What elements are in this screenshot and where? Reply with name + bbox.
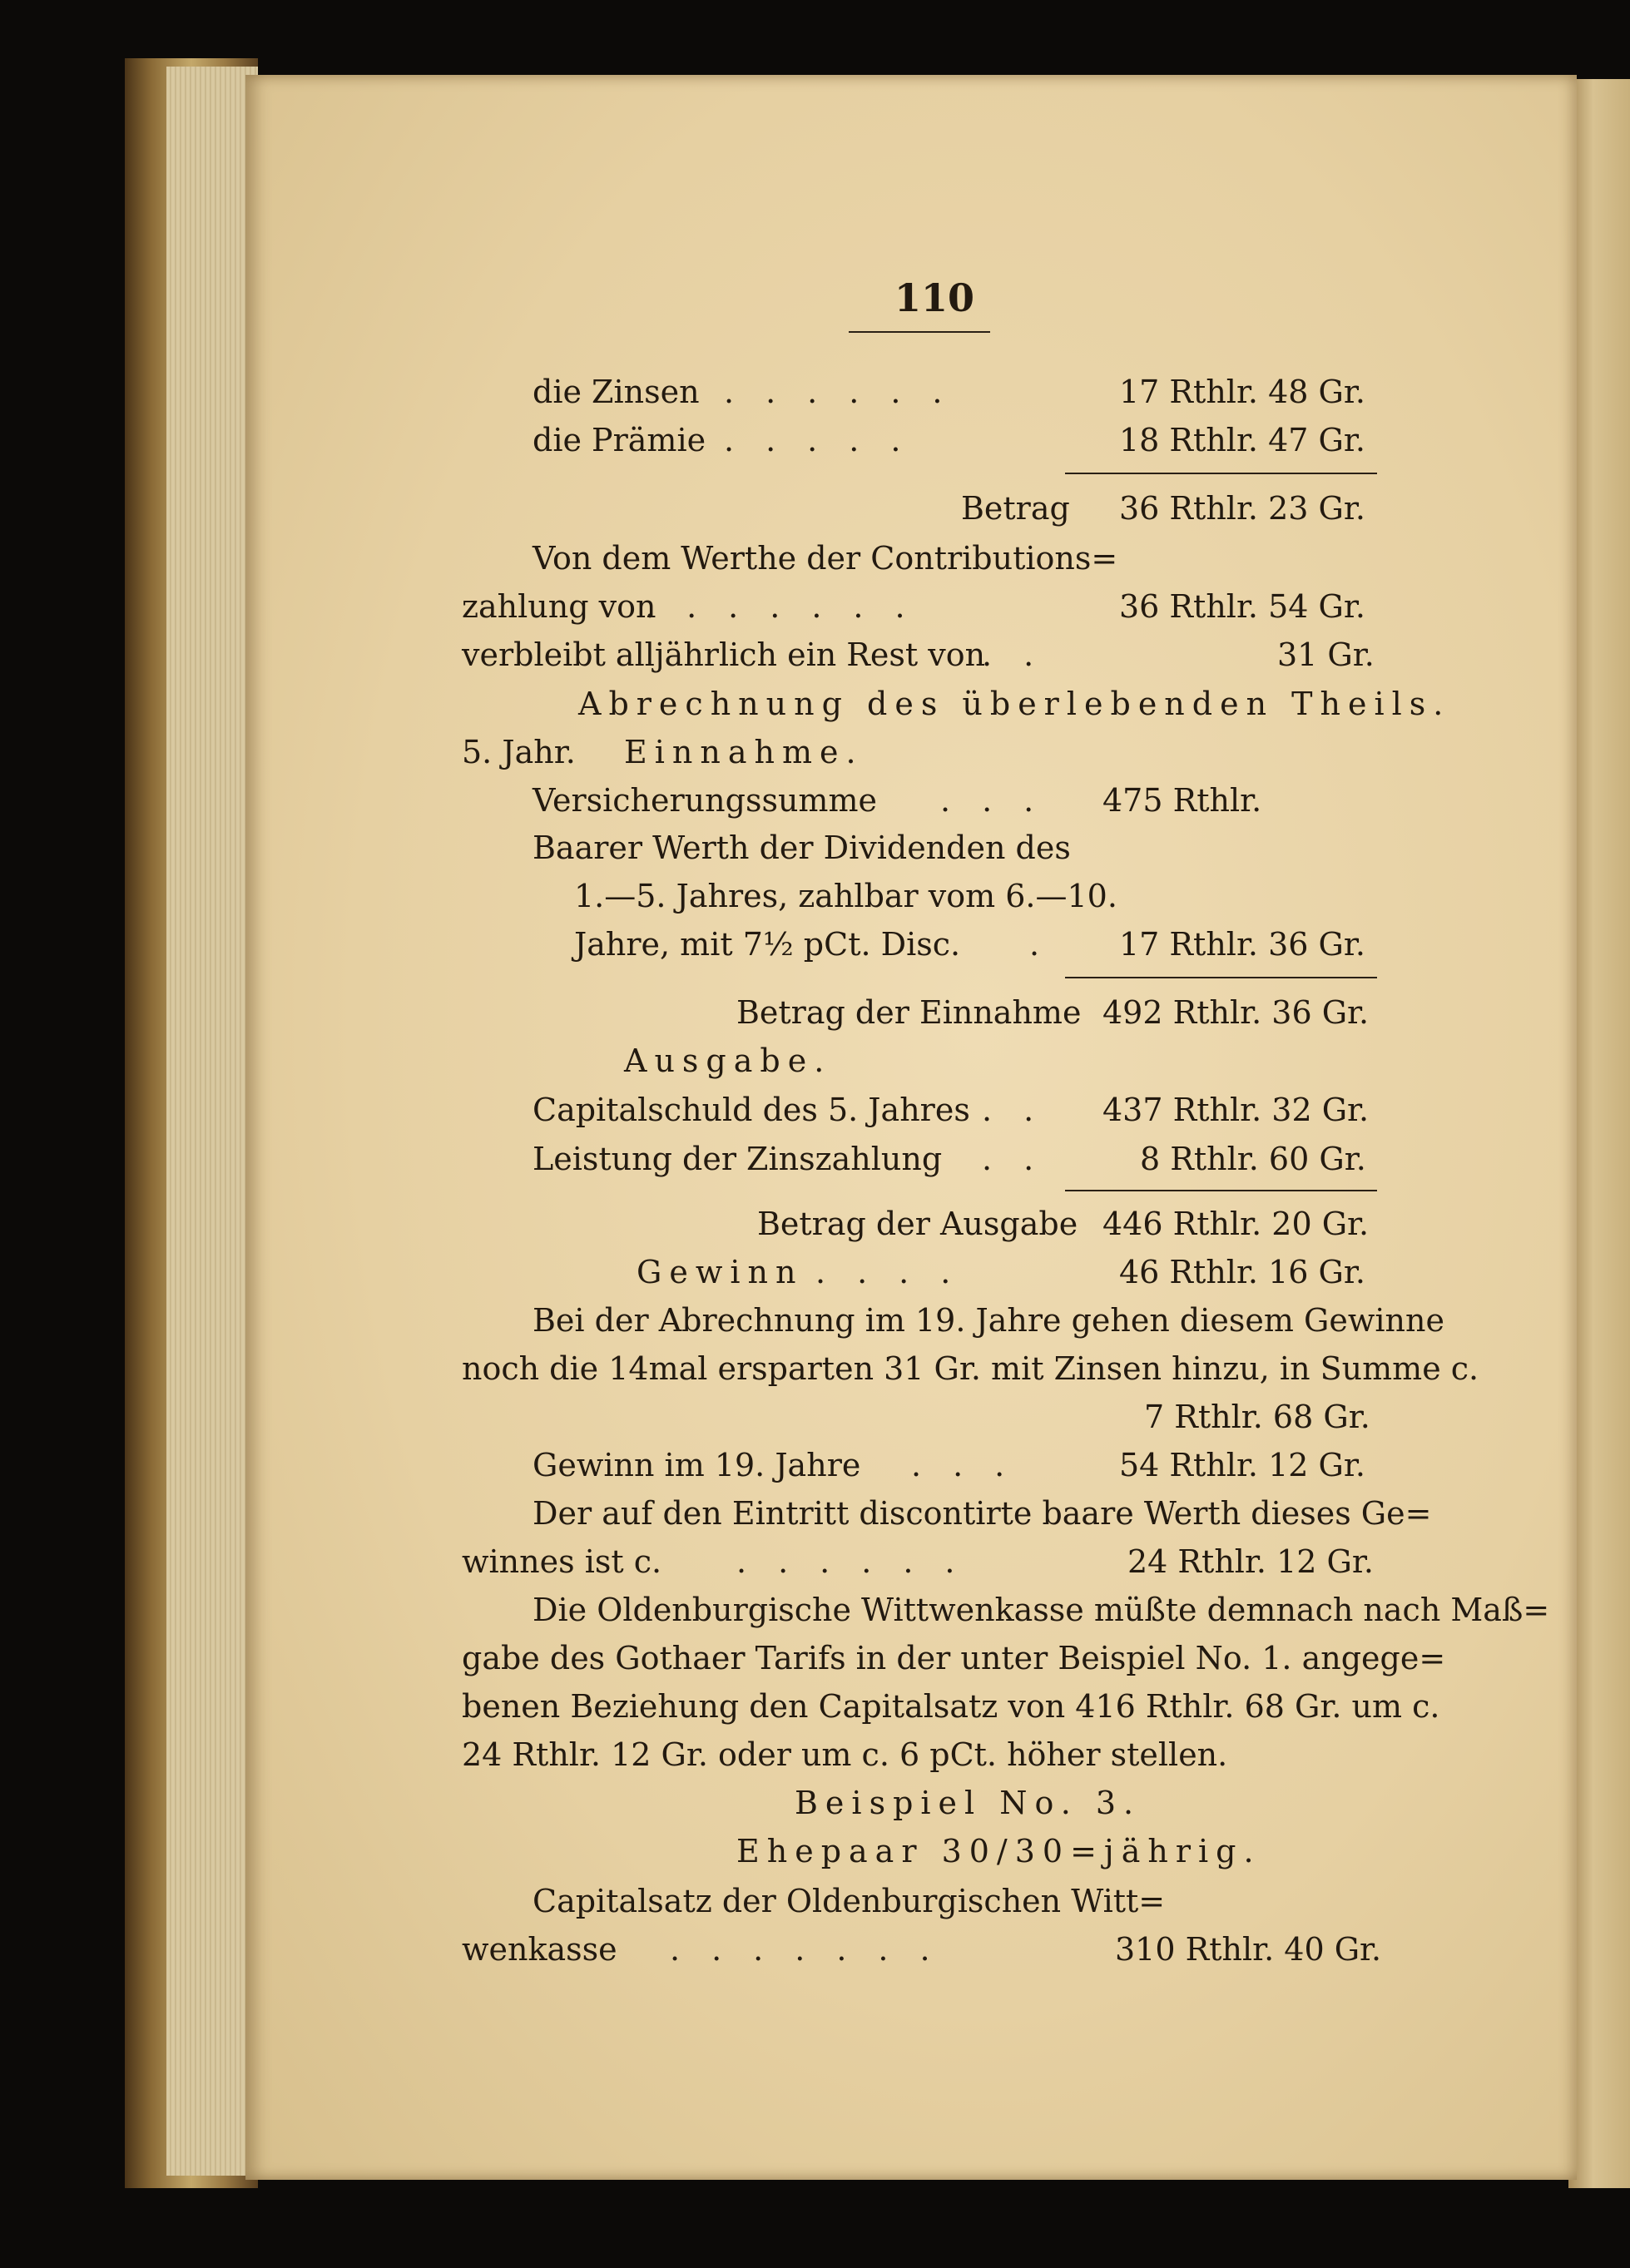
leader-dots: .. [982, 1092, 1066, 1128]
betrag-ausgabe-label: Betrag der Ausgabe [757, 1206, 1078, 1242]
sum-rule [1065, 977, 1377, 978]
sum-rule [1065, 473, 1377, 474]
sum-rule [1065, 1190, 1377, 1191]
leader-dots: ... [940, 782, 1066, 819]
leader-dots: ....... [670, 1931, 962, 1968]
gewinn-value: 46 Rthlr. 16 Gr. [1119, 1254, 1365, 1290]
betrag-einnahme-label: Betrag der Einnahme [736, 994, 1082, 1031]
page-edges [166, 67, 258, 2176]
paragraph-1-line-1: Bei der Abrechnung im 19. Jahre gehen diesem Gewinne [533, 1302, 1444, 1339]
leistung-value: 8 Rthlr. 60 Gr. [1140, 1141, 1366, 1177]
gewinn-19-value: 54 Rthlr. 12 Gr. [1119, 1447, 1365, 1483]
betrag-value: 36 Rthlr. 23 Gr. [1119, 490, 1365, 527]
ehepaar-heading: Ehepaar 30/30=jährig. [736, 1833, 1261, 1869]
versicherung-value: 475 Rthlr. [1102, 782, 1262, 819]
leader-dots: ..... [724, 422, 933, 458]
leader-dots: ...... [724, 374, 974, 410]
paragraph-3-line-1: Die Oldenburgische Wittwenkasse müßte demnach nach Maß= [533, 1592, 1550, 1628]
capitalschuld-label: Capitalschuld des 5. Jahres [533, 1092, 970, 1128]
beispiel-heading: Beispiel No. 3. [795, 1785, 1142, 1821]
betrag-label: Betrag [961, 490, 1070, 527]
leader-dots: .. [982, 636, 1066, 673]
paragraph-3-line-4: 24 Rthlr. 12 Gr. oder um c. 6 pCt. höher stellen. [462, 1736, 1228, 1773]
betrag-einnahme-value: 492 Rthlr. 36 Gr. [1102, 994, 1370, 1031]
paragraph-3-line-3: benen Beziehung den Capitalsatz von 416 Rthlr. 68 Gr. um c. [462, 1688, 1440, 1725]
leader-dots: ... [911, 1447, 1037, 1483]
baarer-line-3: Jahre, mit 7½ pCt. Disc. [574, 926, 961, 963]
leader-dots: .... [815, 1254, 983, 1290]
paragraph-2-line-2: winnes ist c. [462, 1543, 662, 1580]
einnahme-heading: Einnahme. [624, 734, 864, 770]
gewinn-label: Gewinn [637, 1254, 804, 1290]
leader-dot: . [1029, 926, 1040, 963]
header-rule [849, 331, 990, 333]
gewinn-19-label: Gewinn im 19. Jahre [533, 1447, 861, 1483]
baarer-line-1: Baarer Werth der Dividenden des [533, 829, 1071, 866]
rest-value: 31 Gr. [1277, 636, 1375, 673]
leader-dots: .. [982, 1141, 1066, 1177]
baarer-value: 17 Rthlr. 36 Gr. [1119, 926, 1365, 963]
contributions-line-2: zahlung von [462, 588, 656, 625]
paragraph-2-line-1: Der auf den Eintritt discontirte baare Werth dieses Ge= [533, 1495, 1432, 1532]
capitalschuld-value: 437 Rthlr. 32 Gr. [1102, 1092, 1370, 1128]
leistung-label: Leistung der Zinszahlung [533, 1141, 943, 1177]
betrag-ausgabe-value: 446 Rthlr. 20 Gr. [1102, 1206, 1370, 1242]
paragraph-2-value: 24 Rthlr. 12 Gr. [1127, 1543, 1374, 1580]
capitalsatz-value: 310 Rthlr. 40 Gr. [1115, 1931, 1382, 1968]
book-page [245, 75, 1577, 2180]
paragraph-1-value: 7 Rthlr. 68 Gr. [1144, 1399, 1370, 1435]
capitalsatz-line-2: wenkasse [462, 1931, 617, 1968]
rest-label: verbleibt alljährlich ein Rest von [462, 636, 986, 673]
zinsen-value: 17 Rthlr. 48 Gr. [1119, 374, 1365, 410]
praemie-value: 18 Rthlr. 47 Gr. [1119, 422, 1365, 458]
contributions-value: 36 Rthlr. 54 Gr. [1119, 588, 1365, 625]
abrechnung-heading: Abrechnung des überlebenden Theils. [578, 686, 1451, 722]
baarer-line-2: 1.—5. Jahres, zahlbar vom 6.—10. [574, 878, 1117, 914]
ausgabe-heading: Ausgabe. [624, 1042, 832, 1079]
zinsen-label: die Zinsen [533, 374, 700, 410]
facing-page-edge [1568, 79, 1630, 2188]
praemie-label: die Prämie [533, 422, 706, 458]
jahr-label: 5. Jahr. [462, 734, 576, 770]
page-number: 110 [894, 275, 975, 320]
paragraph-1-line-2: noch die 14mal ersparten 31 Gr. mit Zinsen hinzu, in Summe c. [462, 1350, 1479, 1387]
versicherung-label: Versicherungssumme [533, 782, 877, 819]
leader-dots: ...... [736, 1543, 987, 1580]
contributions-line-1: Von dem Werthe der Contributions= [533, 540, 1118, 577]
leader-dots: ....... [645, 588, 937, 625]
capitalsatz-line-1: Capitalsatz der Oldenburgischen Witt= [533, 1883, 1166, 1919]
paragraph-3-line-2: gabe des Gothaer Tarifs in der unter Beispiel No. 1. angege= [462, 1640, 1446, 1676]
